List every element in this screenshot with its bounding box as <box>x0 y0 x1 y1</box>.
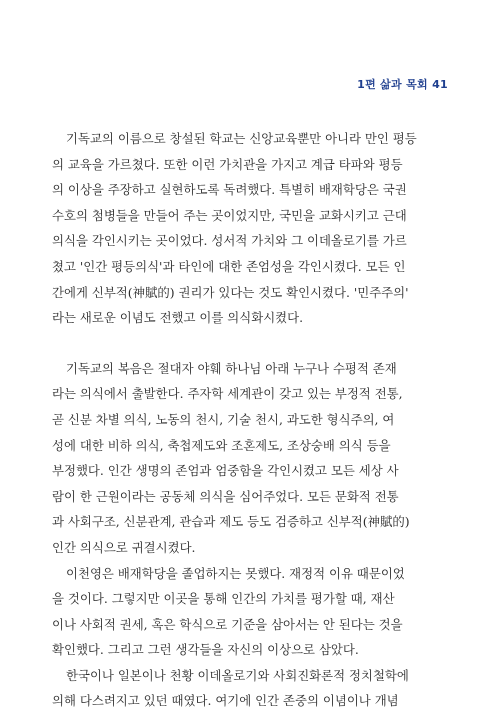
text-line: 쳤고 '인간 평등의식'과 타인에 대한 존엄성을 각인시켰다. 모든 인 <box>52 258 406 274</box>
text-line: 기독교의 이름으로 창설된 학교는 신앙교육뿐만 아니라 만인 평등 <box>66 131 417 146</box>
paragraph-2 <box>52 356 448 561</box>
text-line: 의 교육을 가르쳤다. 또한 이런 가치관을 가지고 계급 타파와 평등 <box>52 156 403 172</box>
paragraph-4 <box>52 663 448 714</box>
text-line: 라는 새로운 이념도 전했고 이를 의식화시켰다. <box>52 310 304 326</box>
text-line: 람이 한 근원이라는 공동체 의식을 심어주었다. 모든 문화적 전통 <box>52 488 399 504</box>
paragraph-3 <box>52 561 448 663</box>
text-line: 수호의 첨병들을 만들어 주는 곳이었지만, 국민을 교화시키고 근대 <box>52 207 407 223</box>
text-line: 곧 신분 차별 의식, 노동의 천시, 기술 천시, 과도한 형식주의, 여 <box>52 411 395 427</box>
text-line: 부정했다. 인간 생명의 존엄과 엄중함을 각인시켰고 모든 세상 사 <box>52 463 399 479</box>
text-line: 과 사회구조, 신분관계, 관습과 제도 등도 검증하고 신부적(神賦的) <box>52 514 410 530</box>
text-line: 간에게 신부적(神賦的) 권리가 있다는 것도 확인시켰다. '민주주의' <box>52 284 409 300</box>
text-line: 을 것이다. 그렇지만 이곳을 통해 인간의 가치를 평가할 때, 재산 <box>52 591 395 607</box>
text-line: 라는 의식에서 출발한다. 주자학 세계관이 갖고 있는 부정적 전통, <box>52 386 403 402</box>
text-line: 인간 의식으로 귀결시켰다. <box>52 539 196 555</box>
body-text <box>52 126 448 714</box>
text-line: 의식을 각인시키는 곳이었다. 성서적 가치와 그 이데올로기를 가르 <box>52 233 407 249</box>
text-line: 의해 다스려지고 있던 때였다. 여기에 인간 존중의 이념이나 개념 <box>52 693 399 709</box>
text-line: 성에 대한 비하 의식, 축첩제도와 조혼제도, 조상숭배 의식 등을 <box>52 437 391 453</box>
text-line: 확인했다. 그리고 그런 생각들을 자신의 이상으로 삼았다. <box>52 642 359 658</box>
text-line: 한국이나 일본이나 천황 이데올로기와 사회진화론적 정치철학에 <box>66 667 409 683</box>
text-line: 이천영은 배재학당을 졸업하지는 못했다. 재정적 이유 때문이었 <box>66 565 405 581</box>
text-line: 기독교의 복음은 절대자 야훼 하나님 아래 누구나 수평적 존재 <box>66 360 397 376</box>
paragraph-1 <box>52 126 448 331</box>
text-line: 의 이상을 주장하고 실현하도록 독려했다. 특별히 배재학당은 국권 <box>52 182 407 198</box>
text-line: 이나 사회적 권세, 혹은 학식으로 기준을 삼아서는 안 된다는 것을 <box>52 616 403 632</box>
running-header: 1편 삶과 목회 41 <box>357 78 448 91</box>
paragraph-gap <box>52 331 448 356</box>
